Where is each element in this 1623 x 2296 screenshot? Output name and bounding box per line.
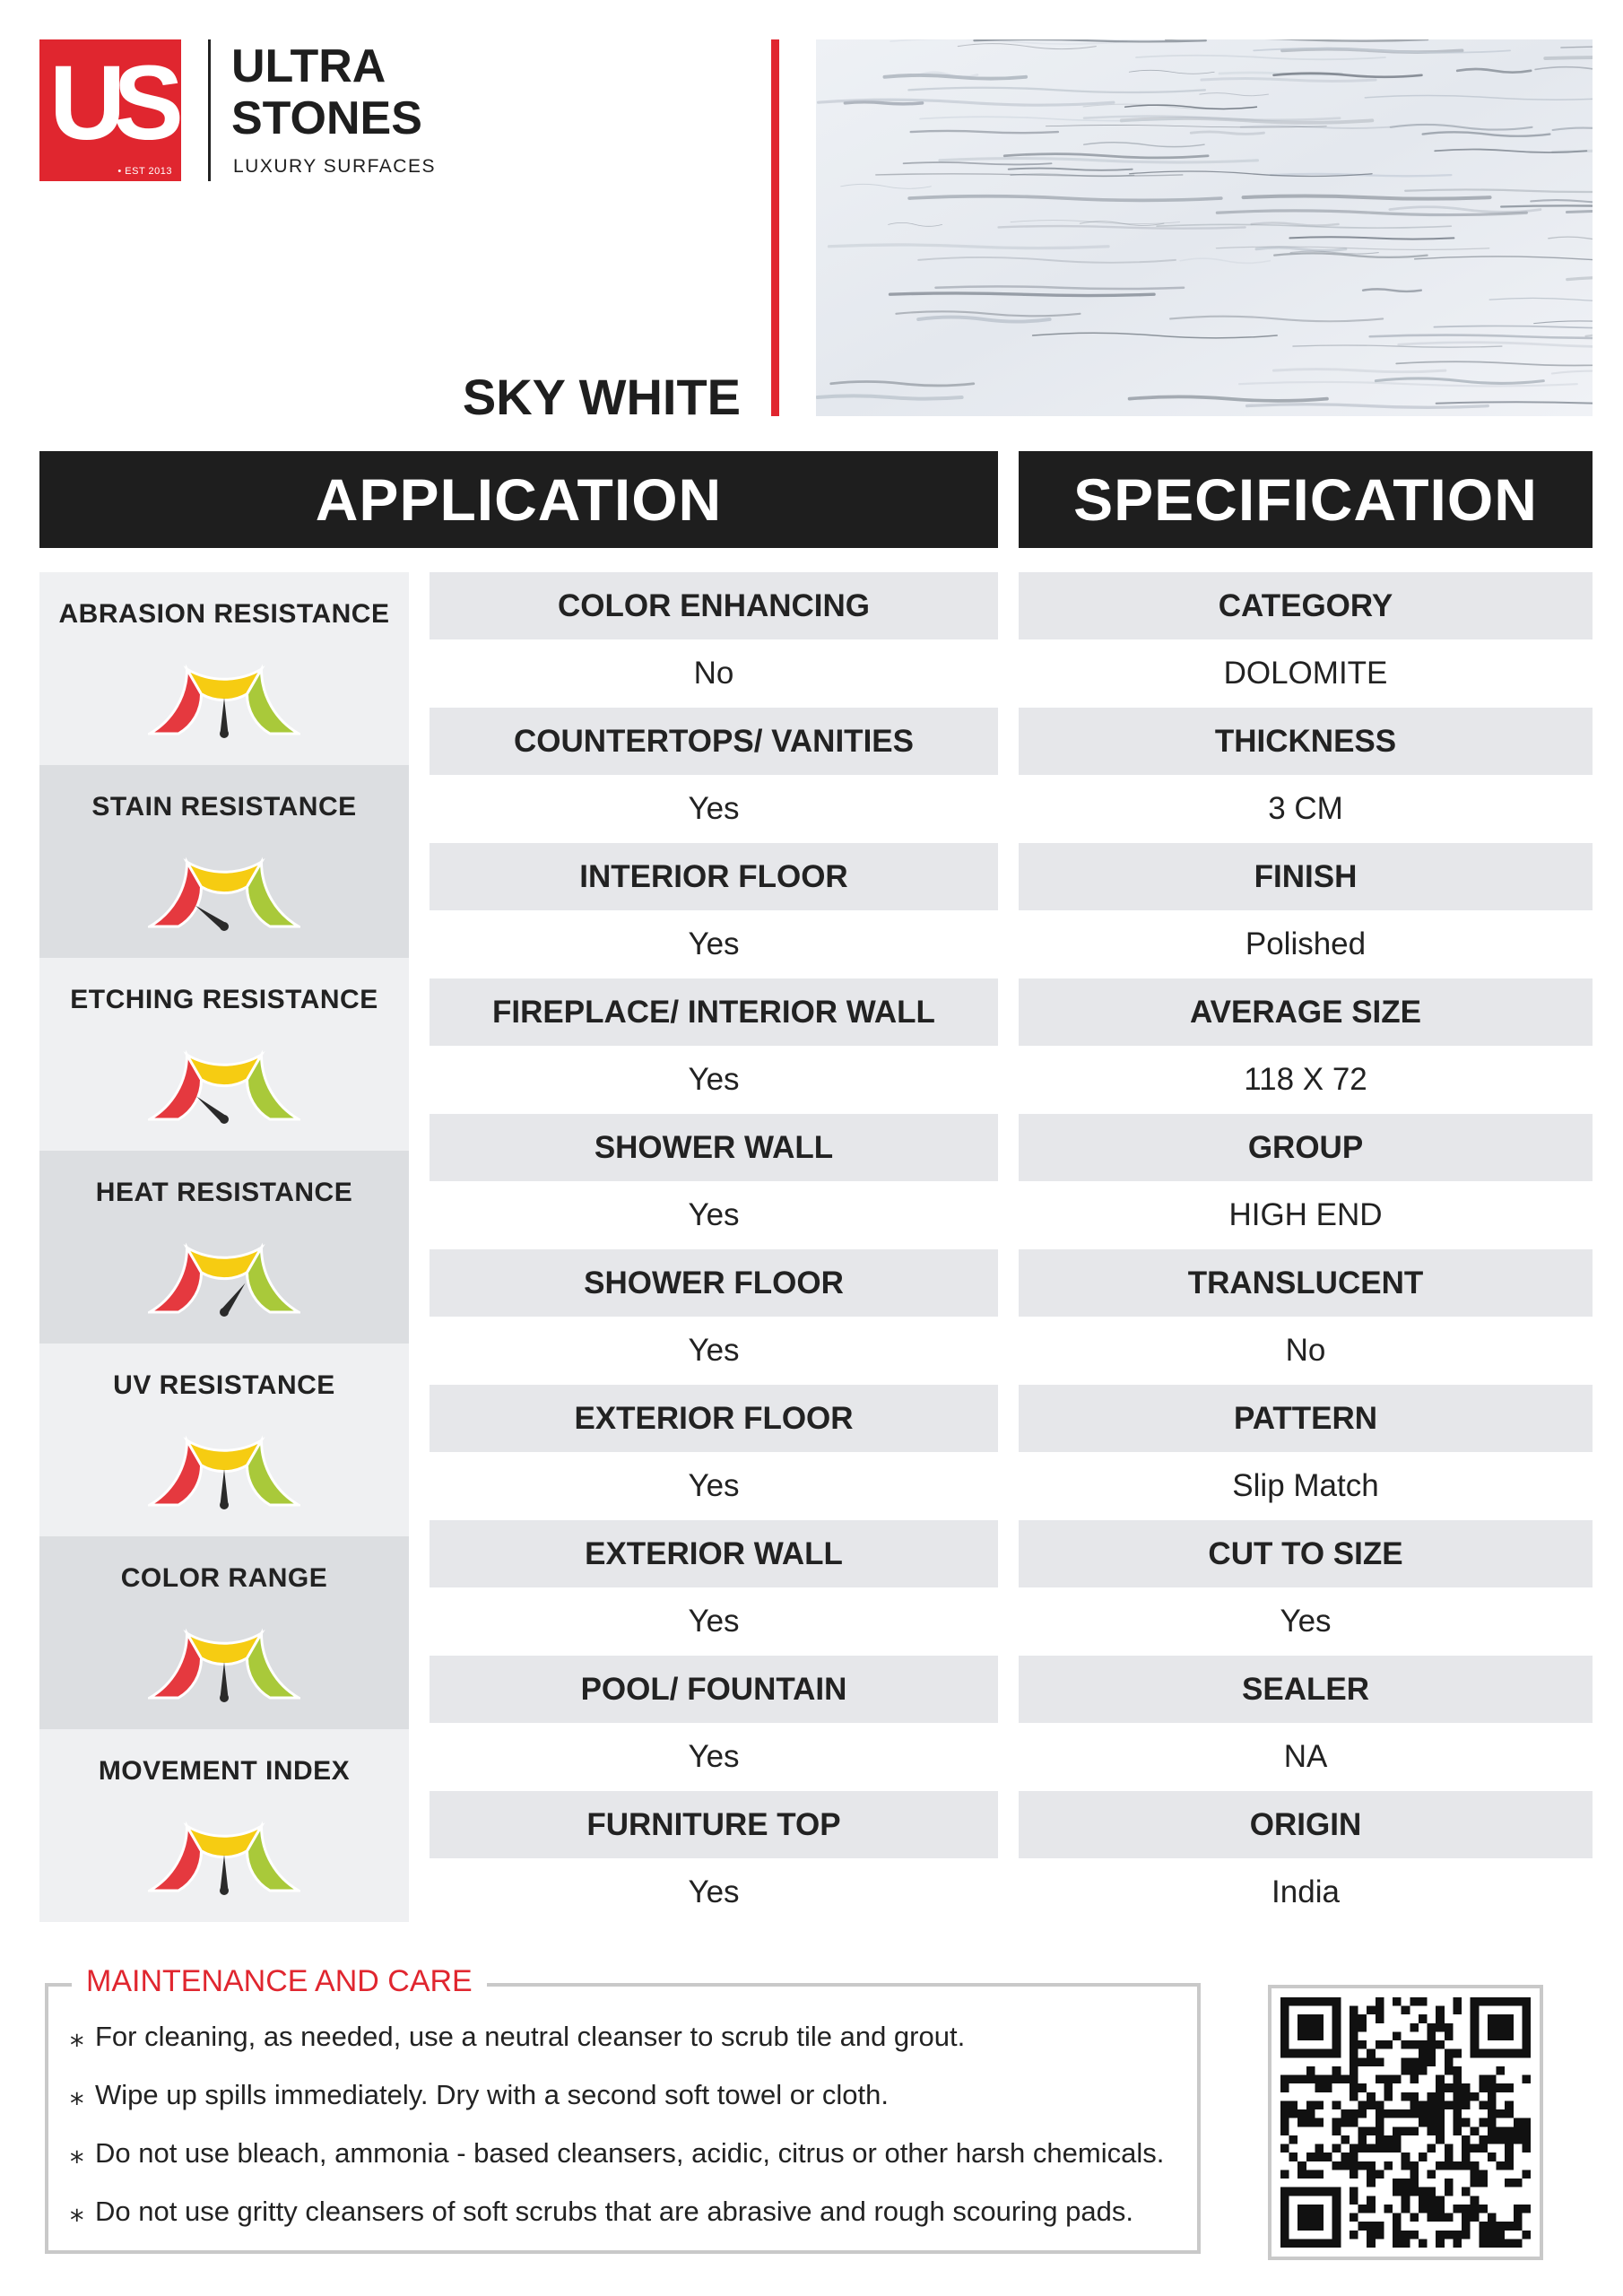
gauge-hub [220,1308,229,1317]
specification-row-value: HIGH END [1228,1197,1383,1232]
stone-sample-image [816,39,1593,416]
logo-divider [208,39,211,181]
gauge-needle [221,1855,229,1891]
specification-row-label: THICKNESS [1019,708,1593,775]
gauge-green-zone [247,1826,299,1891]
application-row-value: No [693,656,734,691]
application-row-value: Yes [688,1333,740,1368]
gauge-hub [220,1693,229,1702]
maintenance-item [70,2021,965,2053]
gauge-needle [221,1662,229,1698]
maintenance-item-text: Do not use bleach, ammonia - based cleansers, acidic, citrus or other harsh chemicals. [95,2137,1165,2169]
maintenance-item-text: For cleaning, as needed, use a neutral cleanser to scrub tile and grout. [95,2021,966,2052]
gauge-dial-icon [148,1619,300,1704]
maintenance-item [70,2137,1164,2170]
maintenance-title: MAINTENANCE AND CARE [72,1964,487,1999]
qr-code-frame[interactable] [1268,1985,1543,2260]
specification-row-value: Slip Match [1232,1468,1379,1503]
application-row-value: Yes [688,1468,740,1503]
application-row-label: SHOWER FLOOR [430,1249,998,1317]
specification-row-value: 118 X 72 [1244,1062,1367,1097]
specification-row-label: PATTERN [1019,1385,1593,1452]
gauge-dial-icon [148,1233,300,1318]
application-row-label: COLOR ENHANCING [430,572,998,639]
specification-row-value: Polished [1245,926,1367,961]
specification-row-label: TRANSLUCENT [1019,1249,1593,1317]
specification-row-value: NA [1283,1739,1328,1774]
gauge-green-zone [247,669,299,734]
gauge-label: COLOR RANGE [120,1563,328,1593]
gauge-green-zone [247,1633,299,1698]
gauge-cell [39,1344,409,1536]
accent-bar [771,39,779,416]
gauge-cell [39,572,409,765]
brand-name-line2: STONES [231,92,422,144]
gauge-label: ETCHING RESISTANCE [70,985,378,1014]
specification-header: SPECIFICATION [1019,451,1593,548]
specification-row-label: CUT TO SIZE [1019,1520,1593,1587]
product-name: SKY WHITE [462,369,741,425]
gauge-label: HEAT RESISTANCE [95,1178,353,1207]
bullet-icon: ⁎ [70,2137,84,2169]
gauge-label: MOVEMENT INDEX [98,1756,351,1786]
gauge-hub [220,729,229,738]
application-row-label: EXTERIOR FLOOR [430,1385,998,1452]
gauge-needle [221,698,229,734]
maintenance-item [70,2196,1133,2228]
application-row-value: Yes [688,1739,740,1774]
specification-row-value: No [1285,1333,1326,1368]
gauge-green-zone [247,862,299,926]
gauge-cell [39,1729,409,1922]
gauge-cell [39,1151,409,1344]
gauge-label: ABRASION RESISTANCE [58,599,390,629]
application-row-label: POOL/ FOUNTAIN [430,1656,998,1723]
specification-row-value: Yes [1280,1604,1332,1639]
specification-row-value: 3 CM [1268,791,1343,826]
bullet-icon: ⁎ [70,2196,84,2227]
gauge-dial-icon [148,655,300,740]
brand-logo [39,39,181,181]
maintenance-item-text: Wipe up spills immediately. Dry with a second soft towel or cloth. [95,2079,889,2110]
specification-row-value: DOLOMITE [1223,656,1388,691]
gauge-label: UV RESISTANCE [113,1370,335,1400]
application-row-label: EXTERIOR WALL [430,1520,998,1587]
gauge-green-zone [247,1248,299,1312]
gauge-hub [220,1115,229,1124]
gauge-hub [220,1886,229,1895]
qr-code[interactable] [1280,1997,1531,2248]
brand-name-line1: ULTRA [231,40,386,92]
specification-row-label: CATEGORY [1019,572,1593,639]
specification-row-value: India [1271,1874,1340,1909]
logo-letters: US [49,44,171,162]
application-row-value: Yes [688,1604,740,1639]
logo-established: • EST 2013 [117,166,172,177]
gauge-hub [220,922,229,931]
gauge-green-zone [247,1440,299,1505]
gauge-label: STAIN RESISTANCE [91,792,357,822]
specification-row-label: FINISH [1019,843,1593,910]
application-row-label: FURNITURE TOP [430,1791,998,1858]
application-row-label: INTERIOR FLOOR [430,843,998,910]
application-row-label: FIREPLACE/ INTERIOR WALL [430,978,998,1046]
gauge-cell [39,765,409,958]
bullet-icon: ⁎ [70,2079,84,2110]
application-row-label: COUNTERTOPS/ VANITIES [430,708,998,775]
gauge-cell [39,958,409,1151]
gauge-green-zone [247,1055,299,1119]
gauge-hub [220,1500,229,1509]
application-header: APPLICATION [39,451,998,548]
application-row-value: Yes [688,1874,740,1909]
application-row-value: Yes [688,791,740,826]
application-row-value: Yes [688,1062,740,1097]
specification-row-label: GROUP [1019,1114,1593,1181]
gauge-dial-icon [148,1426,300,1511]
specification-row-label: ORIGIN [1019,1791,1593,1858]
application-row-value: Yes [688,926,740,961]
gauge-dial-icon [148,848,300,933]
application-row-value: Yes [688,1197,740,1232]
brand-tagline: LUXURY SURFACES [233,156,436,177]
gauge-dial-icon [148,1812,300,1897]
maintenance-item-text: Do not use gritty cleansers of soft scrubs that are abrasive and rough scouring pads. [95,2196,1133,2227]
gauge-cell [39,1536,409,1729]
bullet-icon: ⁎ [70,2021,84,2052]
specification-row-label: AVERAGE SIZE [1019,978,1593,1046]
gauge-dial-icon [148,1040,300,1126]
application-row-label: SHOWER WALL [430,1114,998,1181]
maintenance-item [70,2079,889,2111]
gauge-needle [221,1469,229,1505]
specification-row-label: SEALER [1019,1656,1593,1723]
